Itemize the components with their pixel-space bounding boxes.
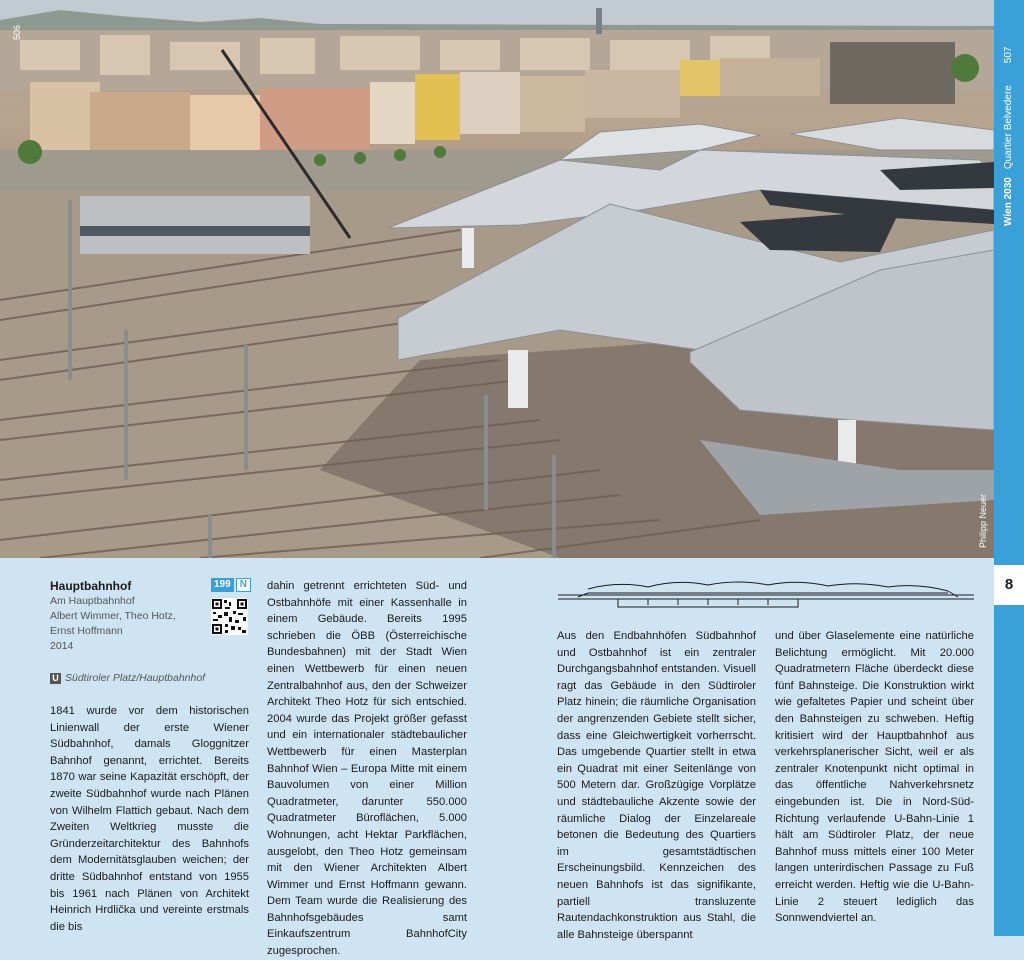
paragraph: Aus den Endbahnhöfen Südbahnhof und Ostbahnhof ist ein zentraler Durchgangsbahnhof entstanden. Visuell ragt das Gebäude in den Südtiroler Platz hinein; die räumliche Organisation der angrenzenden Gebiete stellt sicher, dass eine Gleichwertigkeit vorherrscht. Das umgebende Quartier stellt in etwa ein Quadrat mit einer Seitenlänge von 500 Metern dar. Großzügige Vorplätze und städtebauliche Akzente sowie der räumliche Dialog der Einzelareale betonen die Bedeutung des Quartiers im gesamtstädtischen Erscheinungsbild. Kennzeichen des neuen Bahnhofs ist das signifikante, partiell transluzente Rautendachkonstruktion aus Stahl, die alle Bahnsteige überspannt — [557, 630, 756, 941]
station-elevation-drawing — [558, 577, 974, 611]
entry-title: Hauptbahnhof — [50, 579, 132, 593]
entry-number: 199 — [211, 578, 234, 592]
entry-architects-line-2: Ernst Hoffmann — [50, 625, 123, 637]
entry-address: Am Hauptbahnhof — [50, 595, 135, 607]
left-page-number: 506 — [12, 24, 22, 40]
entry-year: 2014 — [50, 640, 74, 652]
paragraph: 1841 wurde vor dem historischen Linienwall der erste Wiener Südbahnhof, damals Gloggnitzer Bahnhof genannt, errichtet. Bereits 1870 war seine Kapazität erschöpft, der zweite Südbahnhof wurde nach Plänen von Wilhelm Flattich gebaut. Nach dem Zweiten Weltkrieg musste die Gründerzeitarchitektur des Bahnhofs dem Modernitätsglauben weichen; der dritte Südbahnhof entstand von 1955 bis 1961 nach Plänen von Architekt Heinrich Hrdlička und vereinte erstmals die bis — [50, 705, 249, 933]
entry-number-letter: N — [236, 578, 251, 592]
subway-u-icon: U — [50, 673, 61, 684]
text-column-4 — [775, 628, 974, 927]
book-title: Wien 2030 — [1003, 177, 1014, 226]
entry-number-badge — [211, 578, 251, 592]
running-header — [1003, 47, 1014, 226]
paragraph: und über Glaselemente eine natürliche Belichtung ermöglicht. Mit 20.000 Quadratmetern Fläche überdeckt diese fünf Bahnsteige. Die Konstruktion wirkt wie gefaltetes Papier und scheint über den Bahnsteigen zu schweben. Heftig kritisiert wird der Hauptbahnhof aus verkehrsplanerischer Sicht, weil er als zentraler Knotenpunkt nicht optimal in das öffentliche Nahverkehrsnetz eingebunden ist. Die in Nord-Süd-Richtung verlaufende U-Bahn-Linie 1 hält am Südtiroler Platz, der neue Bahnhof muss mittels einer 100 Meter langen unterirdischen Passage zu Fuß erreicht werden. Heftig wie die U-Bahn-Linie 2 steuert lediglich das Sonnwendviertel an. — [775, 630, 974, 925]
photo-credit: Philipp Neuer — [978, 493, 988, 548]
section-title: Quartier Belvedere — [1003, 85, 1014, 170]
qr-code-icon[interactable] — [211, 598, 248, 635]
text-column-1 — [50, 703, 249, 935]
text-column-2 — [267, 578, 467, 960]
chapter-marker: 8 — [994, 565, 1024, 605]
station-name: Südtiroler Platz/Hauptbahnhof — [65, 672, 206, 684]
text-column-3 — [557, 628, 756, 943]
right-page-number: 507 — [1003, 46, 1014, 64]
paragraph: dahin getrennt errichteten Süd- und Ostbahnhöfe mit einer Kassenhalle in einem Gebäude. Bereits 1995 schrieben die ÖBB (Österreichische Bundesbahnen) mit der Stadt Wien einen Wettbewerb für einen neuen Zentralbahnhof aus, den der Schweizer Architekt Theo Hotz für sich entschied. 2004 wurde das Projekt größer gefasst und ein internationaler städtebaulicher Wettbewerb für einen Masterplan Bahnhof Wien – Europa Mitte mit einem Bauvolumen von einer Million Quadratmeter, darunter 550.000 Quadratmeter Büroflächen, 5.000 Wohnungen, acht Hektar Parkflächen, ausgelobt, den Theo Hotz gemeinsam mit den Wiener Architekten Albert Wimmer und Ernst Hoffmann gewann. Dem Team wurde die Realisierung des Bahnhofsgebäudes samt Einkaufszentrum BahnhofCity zugesprochen. — [267, 580, 467, 958]
transit-station — [50, 672, 205, 684]
entry-architects-line-1: Albert Wimmer, Theo Hotz, — [50, 610, 176, 622]
